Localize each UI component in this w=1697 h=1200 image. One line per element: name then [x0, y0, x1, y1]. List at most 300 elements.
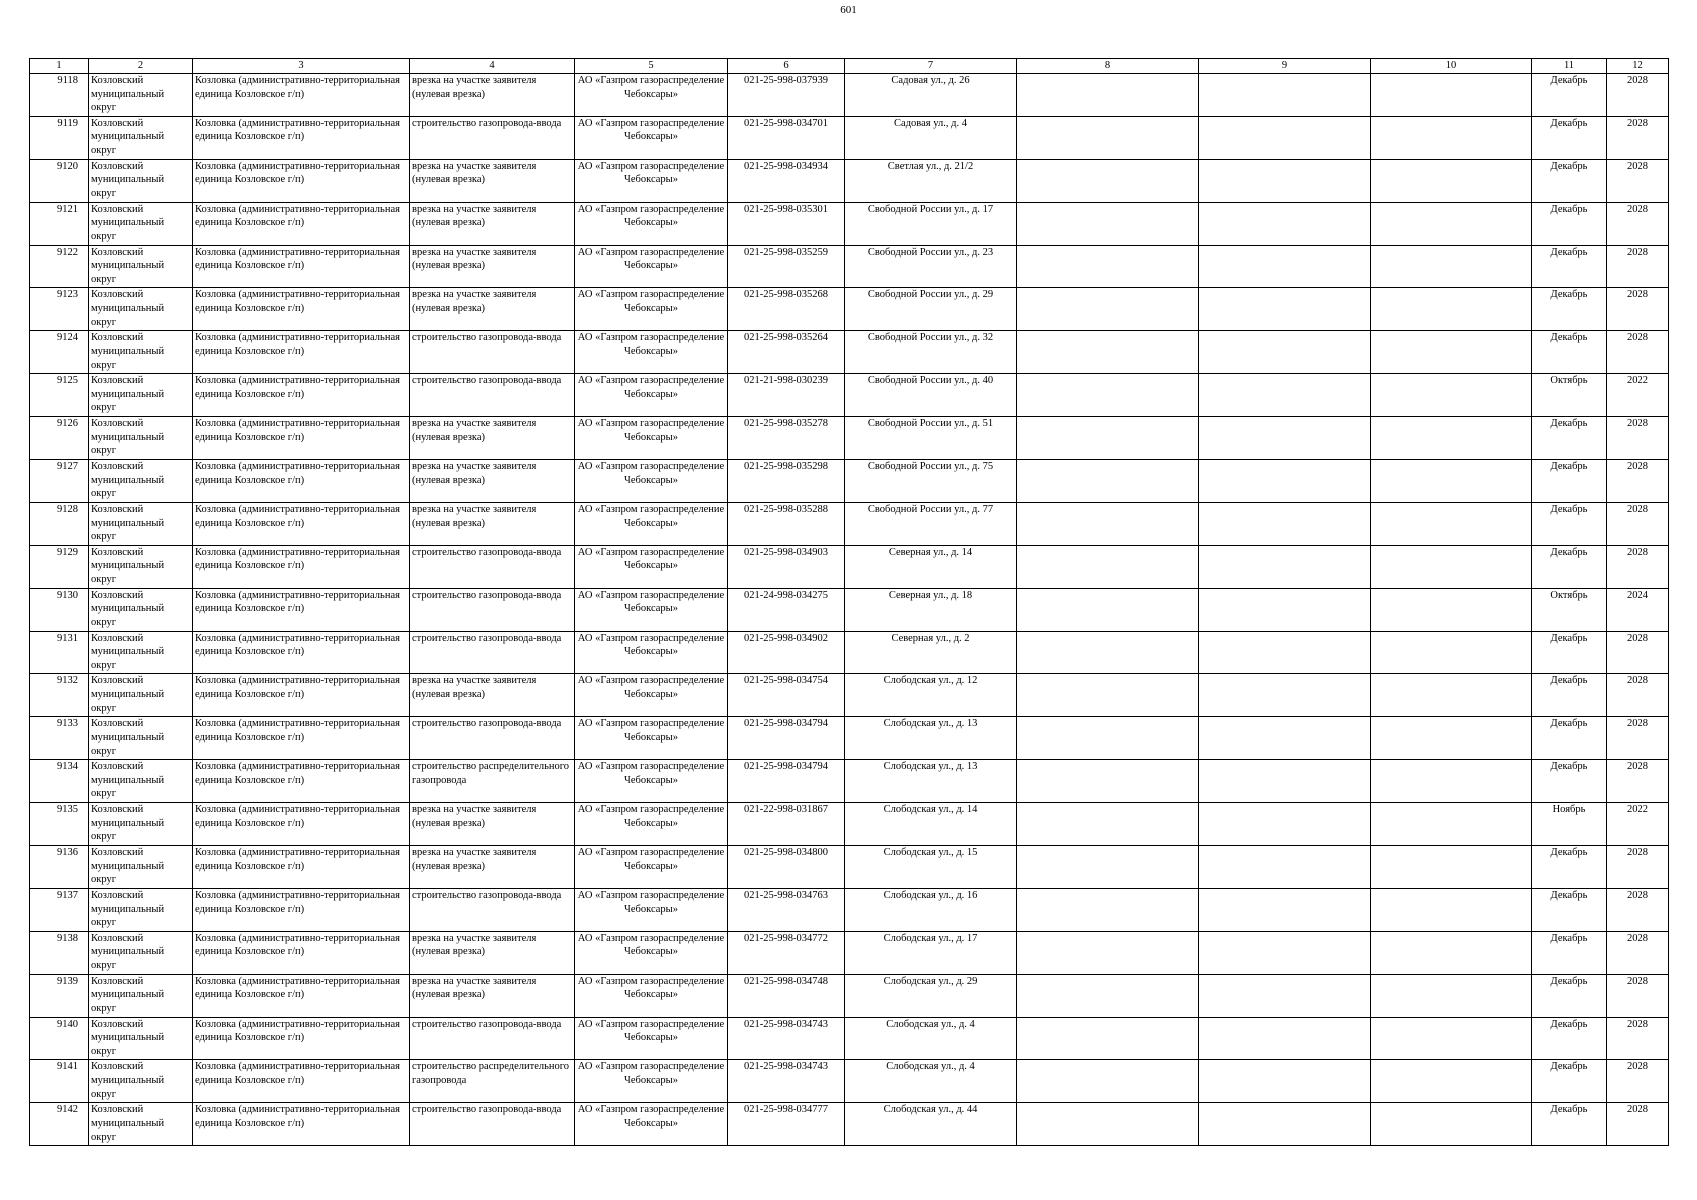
settlement-cell: [193, 159, 410, 202]
row-number-cell: [30, 974, 89, 1017]
application-code-cell: [728, 888, 845, 931]
year-cell: [1607, 460, 1669, 503]
column-9-cell: [1199, 588, 1371, 631]
address-cell: [845, 288, 1017, 331]
organization-cell-text: АО «Газпром газораспределение Чебоксары»: [577, 546, 725, 572]
organization-cell: [575, 846, 728, 889]
district-cell: [89, 1017, 193, 1060]
work-type-cell-text: врезка на участке заявителя (нулевая врезка): [412, 289, 537, 315]
year-cell-text: 2028: [1627, 503, 1648, 515]
address-cell-text: Северная ул., д. 18: [888, 589, 973, 601]
organization-cell: [575, 460, 728, 503]
year-cell-text: 2028: [1627, 932, 1648, 944]
application-code-cell: [728, 1017, 845, 1060]
column-9-cell: [1199, 545, 1371, 588]
settlement-cell-text: Козловка (административно-территориальная единица Козловское г/п): [195, 675, 400, 701]
application-code-cell: [728, 502, 845, 545]
district-cell: [89, 202, 193, 245]
month-cell-text: Декабрь: [1550, 889, 1588, 901]
column-header: 7: [845, 59, 1017, 74]
table-row: [30, 74, 1669, 117]
work-type-cell-text: врезка на участке заявителя (нулевая врезка): [412, 675, 537, 701]
address-cell: [845, 931, 1017, 974]
settlement-cell-text: Козловка (административно-территориальная единица Козловское г/п): [195, 1061, 400, 1087]
application-code-cell: [728, 674, 845, 717]
address-cell-text: Слободская ул., д. 13: [883, 761, 978, 773]
address-cell-text: Свободной России ул., д. 23: [867, 246, 994, 258]
month-cell-text: Октябрь: [1550, 589, 1588, 601]
column-10-cell: [1371, 245, 1532, 288]
work-type-cell: [410, 631, 575, 674]
organization-cell: [575, 331, 728, 374]
organization-cell: [575, 417, 728, 460]
application-code-cell-text: 021-25-998-035298: [744, 461, 828, 473]
settlement-cell: [193, 116, 410, 159]
organization-cell-text: АО «Газпром газораспределение Чебоксары»: [577, 75, 725, 100]
row-number-cell: [30, 588, 89, 631]
year-cell: [1607, 717, 1669, 760]
settlement-cell-text: Козловка (административно-территориальная единица Козловское г/п): [195, 332, 400, 357]
row-number-cell: [30, 374, 89, 417]
district-cell-text: Козловский муниципальный округ: [91, 761, 165, 800]
row-number-cell: [30, 502, 89, 545]
application-code-cell-text: 021-25-998-035264: [744, 332, 828, 344]
application-code-cell-text: 021-25-998-037939: [744, 75, 828, 86]
work-type-cell-text: строительство газопровода-ввода: [412, 332, 562, 344]
organization-cell: [575, 760, 728, 803]
district-cell: [89, 288, 193, 331]
column-9-cell: [1199, 631, 1371, 674]
column-number-row: [30, 59, 1669, 74]
month-cell-text: Декабрь: [1550, 503, 1588, 515]
work-type-cell: [410, 502, 575, 545]
address-cell-text: Слободская ул., д. 29: [883, 975, 978, 987]
table-row: [30, 159, 1669, 202]
work-type-cell: [410, 1017, 575, 1060]
application-code-cell: [728, 202, 845, 245]
settlement-cell-text: Козловка (административно-территориальная единица Козловское г/п): [195, 889, 400, 915]
work-type-cell-text: врезка на участке заявителя (нулевая врезка): [412, 503, 537, 529]
application-code-cell-text: 021-25-998-034743: [744, 1061, 828, 1073]
work-type-cell: [410, 202, 575, 245]
year-cell: [1607, 374, 1669, 417]
column-10-cell: [1371, 74, 1532, 117]
month-cell-text: Декабрь: [1550, 932, 1588, 944]
work-type-cell-text: строительство газопровода-ввода: [412, 889, 562, 901]
column-9-cell: [1199, 116, 1371, 159]
district-cell: [89, 417, 193, 460]
address-cell: [845, 159, 1017, 202]
district-cell-text: Козловский муниципальный округ: [91, 246, 165, 285]
year-cell-text: 2028: [1627, 332, 1648, 344]
organization-cell-text: АО «Газпром газораспределение Чебоксары»: [577, 804, 725, 829]
work-type-cell: [410, 116, 575, 159]
table-row: [30, 588, 1669, 631]
organization-cell-text: АО «Газпром газораспределение Чебоксары»: [577, 1061, 725, 1087]
district-cell-text: Козловский муниципальный округ: [91, 117, 165, 157]
settlement-cell-text: Козловка (административно-территориальная единица Козловское г/п): [195, 246, 400, 272]
organization-cell-text: АО «Газпром газораспределение Чебоксары»: [577, 117, 725, 143]
year-cell-text: 2028: [1627, 289, 1648, 301]
work-type-cell: [410, 931, 575, 974]
organization-cell-text: АО «Газпром газораспределение Чебоксары»: [577, 975, 725, 1001]
month-cell: [1532, 74, 1607, 117]
work-type-cell-text: строительство газопровода-ввода: [412, 718, 562, 730]
district-cell: [89, 1103, 193, 1146]
column-10-cell: [1371, 374, 1532, 417]
settlement-cell: [193, 545, 410, 588]
column-8-cell: [1017, 760, 1199, 803]
year-cell-text: 2028: [1627, 718, 1648, 730]
organization-cell-text: АО «Газпром газораспределение Чебоксары»: [577, 1104, 725, 1129]
settlement-cell: [193, 288, 410, 331]
work-type-cell-text: строительство распределительного газопровода: [412, 761, 570, 786]
work-type-cell-text: врезка на участке заявителя (нулевая врезка): [412, 75, 537, 100]
organization-cell: [575, 1017, 728, 1060]
row-number-cell-text: 9131: [57, 632, 78, 644]
table-row: [30, 545, 1669, 588]
month-cell: [1532, 674, 1607, 717]
year-cell: [1607, 116, 1669, 159]
work-type-cell-text: строительство распределительного газопровода: [412, 1061, 570, 1087]
district-cell: [89, 674, 193, 717]
organization-cell: [575, 1060, 728, 1103]
district-cell-text: Козловский муниципальный округ: [91, 375, 165, 414]
month-cell: [1532, 1103, 1607, 1146]
organization-cell: [575, 74, 728, 117]
address-cell-text: Слободская ул., д. 16: [883, 889, 978, 901]
row-number-cell-text: 9136: [57, 847, 78, 859]
column-8-cell: [1017, 331, 1199, 374]
month-cell-text: Декабрь: [1550, 203, 1588, 215]
settlement-cell-text: Козловка (административно-территориальная единица Козловское г/п): [195, 117, 400, 143]
application-code-cell: [728, 74, 845, 117]
month-cell-text: Декабрь: [1550, 761, 1588, 773]
row-number-cell: [30, 717, 89, 760]
work-type-cell: [410, 1103, 575, 1146]
work-type-cell-text: врезка на участке заявителя (нулевая врезка): [412, 160, 537, 186]
column-header: 6: [728, 59, 845, 74]
settlement-cell-text: Козловка (административно-территориальная единица Козловское г/п): [195, 203, 400, 229]
organization-cell-text: АО «Газпром газораспределение Чебоксары»: [577, 332, 725, 357]
work-type-cell-text: врезка на участке заявителя (нулевая врезка): [412, 418, 537, 443]
work-type-cell: [410, 888, 575, 931]
column-header: 8: [1017, 59, 1199, 74]
application-code-cell-text: 021-25-998-035268: [744, 289, 828, 301]
column-header: 4: [410, 59, 575, 74]
settlement-cell-text: Козловка (административно-территориальная единица Козловское г/п): [195, 503, 400, 529]
settlement-cell: [193, 1017, 410, 1060]
organization-cell: [575, 631, 728, 674]
organization-cell: [575, 288, 728, 331]
month-cell: [1532, 803, 1607, 846]
column-header: 5: [575, 59, 728, 74]
application-code-cell: [728, 846, 845, 889]
application-code-cell-text: 021-21-998-030239: [744, 375, 828, 387]
table-row: [30, 288, 1669, 331]
month-cell-text: Декабрь: [1550, 546, 1588, 558]
organization-cell: [575, 545, 728, 588]
address-cell: [845, 417, 1017, 460]
column-10-cell: [1371, 1103, 1532, 1146]
address-cell-text: Светлая ул., д. 21/2: [887, 160, 974, 172]
district-cell-text: Козловский муниципальный округ: [91, 889, 165, 929]
month-cell: [1532, 1017, 1607, 1060]
district-cell-text: Козловский муниципальный округ: [91, 503, 165, 543]
application-code-cell: [728, 545, 845, 588]
address-cell: [845, 1060, 1017, 1103]
row-number-cell-text: 9121: [57, 203, 78, 215]
column-10-cell: [1371, 545, 1532, 588]
year-cell: [1607, 1103, 1669, 1146]
column-9-cell: [1199, 245, 1371, 288]
organization-cell-text: АО «Газпром газораспределение Чебоксары»: [577, 1018, 725, 1044]
settlement-cell: [193, 631, 410, 674]
month-cell: [1532, 631, 1607, 674]
district-cell: [89, 159, 193, 202]
address-cell-text: Северная ул., д. 2: [891, 632, 970, 644]
column-10-cell: [1371, 803, 1532, 846]
settlement-cell-text: Козловка (административно-территориальная единица Козловское г/п): [195, 718, 400, 743]
column-8-cell: [1017, 202, 1199, 245]
work-type-cell-text: врезка на участке заявителя (нулевая врезка): [412, 246, 537, 272]
application-code-cell: [728, 1060, 845, 1103]
gasification-table: [29, 58, 1669, 1146]
table-row: [30, 803, 1669, 846]
row-number-cell: [30, 888, 89, 931]
row-number-cell: [30, 803, 89, 846]
column-10-cell: [1371, 1060, 1532, 1103]
column-header: 9: [1199, 59, 1371, 74]
district-cell: [89, 717, 193, 760]
address-cell: [845, 502, 1017, 545]
district-cell: [89, 631, 193, 674]
column-8-cell: [1017, 116, 1199, 159]
year-cell-text: 2028: [1627, 160, 1648, 172]
work-type-cell-text: строительство газопровода-ввода: [412, 1104, 562, 1116]
column-8-cell: [1017, 631, 1199, 674]
column-8-cell: [1017, 717, 1199, 760]
row-number-cell: [30, 331, 89, 374]
row-number-cell: [30, 631, 89, 674]
month-cell-text: Декабрь: [1550, 975, 1588, 987]
work-type-cell: [410, 331, 575, 374]
application-code-cell-text: 021-25-998-034777: [744, 1104, 828, 1116]
settlement-cell-text: Козловка (административно-территориальная единица Козловское г/п): [195, 418, 400, 443]
month-cell: [1532, 202, 1607, 245]
year-cell-text: 2028: [1627, 1018, 1648, 1030]
work-type-cell-text: врезка на участке заявителя (нулевая врезка): [412, 203, 537, 229]
table-row: [30, 331, 1669, 374]
table-row: [30, 760, 1669, 803]
work-type-cell: [410, 460, 575, 503]
work-type-cell-text: строительство газопровода-ввода: [412, 589, 562, 601]
address-cell: [845, 674, 1017, 717]
column-8-cell: [1017, 1103, 1199, 1146]
page-number: 601: [840, 4, 857, 16]
row-number-cell-text: 9118: [57, 75, 78, 86]
address-cell: [845, 717, 1017, 760]
district-cell-text: Козловский муниципальный округ: [91, 160, 165, 199]
address-cell-text: Слободская ул., д. 4: [886, 1018, 975, 1030]
row-number-cell-text: 9127: [57, 461, 78, 473]
application-code-cell: [728, 588, 845, 631]
settlement-cell: [193, 974, 410, 1017]
year-cell-text: 2028: [1627, 975, 1648, 987]
row-number-cell: [30, 417, 89, 460]
month-cell-text: Декабрь: [1550, 75, 1588, 86]
year-cell-text: 2028: [1627, 75, 1648, 86]
column-9-cell: [1199, 288, 1371, 331]
month-cell: [1532, 460, 1607, 503]
table-row: [30, 888, 1669, 931]
column-10-cell: [1371, 674, 1532, 717]
address-cell: [845, 460, 1017, 503]
row-number-cell-text: 9128: [57, 503, 78, 515]
table-row: [30, 717, 1669, 760]
settlement-cell: [193, 74, 410, 117]
work-type-cell-text: врезка на участке заявителя (нулевая врезка): [412, 461, 537, 486]
application-code-cell-text: 021-25-998-035301: [744, 203, 828, 215]
table-row: [30, 116, 1669, 159]
month-cell: [1532, 974, 1607, 1017]
district-cell: [89, 74, 193, 117]
district-cell: [89, 116, 193, 159]
year-cell-text: 2022: [1627, 804, 1648, 816]
column-9-cell: [1199, 159, 1371, 202]
district-cell-text: Козловский муниципальный округ: [91, 975, 165, 1014]
column-9-cell: [1199, 74, 1371, 117]
work-type-cell-text: строительство газопровода-ввода: [412, 375, 562, 387]
row-number-cell: [30, 760, 89, 803]
row-number-cell: [30, 74, 89, 117]
application-code-cell-text: 021-25-998-034794: [744, 718, 828, 730]
settlement-cell: [193, 374, 410, 417]
row-number-cell: [30, 202, 89, 245]
application-code-cell-text: 021-25-998-034748: [744, 975, 828, 987]
row-number-cell: [30, 1017, 89, 1060]
address-cell-text: Свободной России ул., д. 75: [867, 461, 994, 473]
month-cell-text: Декабрь: [1550, 117, 1588, 129]
month-cell-text: Декабрь: [1550, 718, 1588, 730]
column-8-cell: [1017, 245, 1199, 288]
organization-cell-text: АО «Газпром газораспределение Чебоксары»: [577, 503, 725, 529]
district-cell-text: Козловский муниципальный округ: [91, 75, 165, 114]
column-10-cell: [1371, 417, 1532, 460]
year-cell-text: 2028: [1627, 761, 1648, 773]
year-cell-text: 2028: [1627, 889, 1648, 901]
organization-cell-text: АО «Газпром газораспределение Чебоксары»: [577, 461, 725, 486]
work-type-cell-text: строительство газопровода-ввода: [412, 1018, 562, 1030]
district-cell: [89, 545, 193, 588]
address-cell: [845, 631, 1017, 674]
work-type-cell: [410, 974, 575, 1017]
row-number-cell: [30, 545, 89, 588]
application-code-cell-text: 021-25-998-034754: [744, 675, 828, 687]
application-code-cell-text: 021-25-998-034794: [744, 761, 828, 773]
settlement-cell: [193, 331, 410, 374]
column-10-cell: [1371, 1017, 1532, 1060]
column-10-cell: [1371, 588, 1532, 631]
year-cell-text: 2028: [1627, 246, 1648, 258]
settlement-cell: [193, 931, 410, 974]
row-number-cell-text: 9120: [57, 160, 78, 172]
organization-cell: [575, 931, 728, 974]
table-row: [30, 1060, 1669, 1103]
settlement-cell: [193, 202, 410, 245]
year-cell-text: 2024: [1627, 589, 1648, 601]
organization-cell-text: АО «Газпром газораспределение Чебоксары»: [577, 418, 725, 443]
month-cell-text: Декабрь: [1550, 418, 1588, 430]
table-row: [30, 931, 1669, 974]
table-row: [30, 460, 1669, 503]
column-9-cell: [1199, 803, 1371, 846]
year-cell: [1607, 159, 1669, 202]
row-number-cell: [30, 288, 89, 331]
row-number-cell-text: 9140: [57, 1018, 78, 1030]
address-cell: [845, 74, 1017, 117]
organization-cell-text: АО «Газпром газораспределение Чебоксары»: [577, 932, 725, 958]
settlement-cell-text: Козловка (административно-территориальная единица Козловское г/п): [195, 804, 400, 829]
application-code-cell: [728, 159, 845, 202]
application-code-cell-text: 021-24-998-034275: [744, 589, 828, 601]
district-cell: [89, 1060, 193, 1103]
district-cell-text: Козловский муниципальный округ: [91, 546, 165, 585]
district-cell-text: Козловский муниципальный округ: [91, 203, 165, 242]
year-cell-text: 2028: [1627, 847, 1648, 859]
address-cell-text: Слободская ул., д. 13: [883, 718, 978, 730]
column-10-cell: [1371, 717, 1532, 760]
application-code-cell-text: 021-25-998-034701: [744, 117, 828, 129]
month-cell: [1532, 288, 1607, 331]
year-cell: [1607, 803, 1669, 846]
table-row: [30, 202, 1669, 245]
column-10-cell: [1371, 502, 1532, 545]
settlement-cell: [193, 803, 410, 846]
application-code-cell: [728, 931, 845, 974]
organization-cell: [575, 674, 728, 717]
settlement-cell-text: Козловка (административно-территориальная единица Козловское г/п): [195, 932, 400, 958]
organization-cell: [575, 974, 728, 1017]
work-type-cell: [410, 1060, 575, 1103]
district-cell-text: Козловский муниципальный округ: [91, 589, 165, 628]
row-number-cell-text: 9138: [57, 932, 78, 944]
column-9-cell: [1199, 1017, 1371, 1060]
row-number-cell: [30, 1060, 89, 1103]
organization-cell: [575, 888, 728, 931]
address-cell: [845, 760, 1017, 803]
work-type-cell: [410, 545, 575, 588]
settlement-cell: [193, 588, 410, 631]
month-cell-text: Декабрь: [1550, 461, 1588, 473]
settlement-cell-text: Козловка (административно-территориальная единица Козловское г/п): [195, 546, 400, 572]
month-cell: [1532, 931, 1607, 974]
column-9-cell: [1199, 1103, 1371, 1146]
month-cell-text: Декабрь: [1550, 289, 1588, 301]
work-type-cell: [410, 846, 575, 889]
column-10-cell: [1371, 888, 1532, 931]
column-8-cell: [1017, 417, 1199, 460]
row-number-cell: [30, 159, 89, 202]
year-cell-text: 2022: [1627, 375, 1648, 387]
work-type-cell: [410, 760, 575, 803]
year-cell: [1607, 674, 1669, 717]
settlement-cell: [193, 1103, 410, 1146]
address-cell-text: Свободной России ул., д. 17: [867, 203, 994, 215]
month-cell: [1532, 545, 1607, 588]
year-cell: [1607, 888, 1669, 931]
application-code-cell: [728, 803, 845, 846]
